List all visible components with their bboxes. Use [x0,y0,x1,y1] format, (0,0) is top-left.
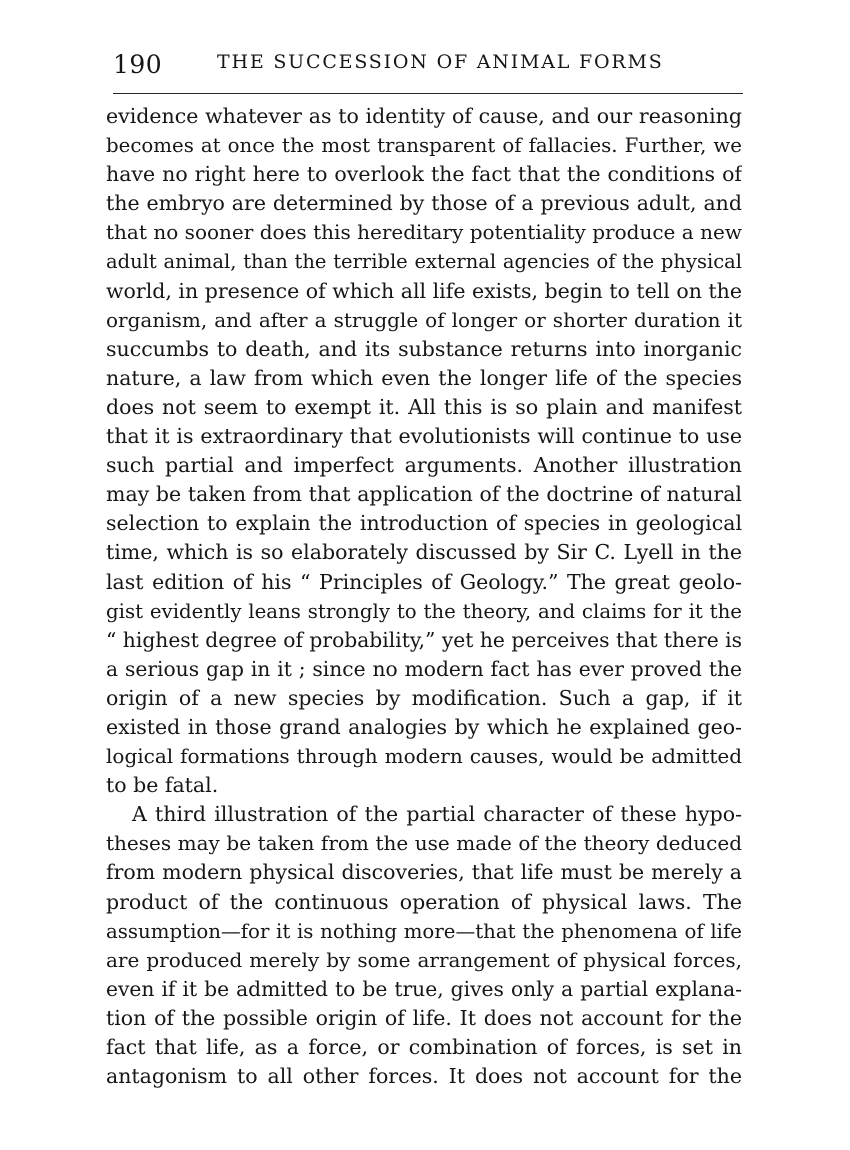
text-line: that it is extraordinary that evolutionists will continue to use [106,424,742,449]
text-line: product of the continuous operation of physical laws. The [106,889,742,914]
text-line: succumbs to death, and its substance returns into inorganic [106,336,742,361]
text-line: fact that life, as a force, or combination of forces, is set in [106,1035,742,1059]
text-line: tion of the possible origin of life. It does not account for the [106,1005,742,1030]
text-line: such partial and imperfect arguments. Another illustration [106,453,742,478]
text-line: adult animal, than the terrible external agencies of the physical [106,250,742,274]
text-line: even if it be admitted to be true, gives only a partial explana- [106,976,742,1001]
page-number: 190 [113,50,163,79]
text-line: logical formations through modern causes, would be admitted [106,744,742,769]
text-line: from modern physical discoveries, that life must be merely a [106,860,742,885]
text-line: last edition of his “ Principles of Geology.” The great geolo- [106,569,742,594]
text-line: “ highest degree of probability,” yet he perceives that there is [106,627,742,652]
running-head [113,42,743,82]
text-line: may be taken from that application of the doctrine of natural [106,482,742,507]
text-line: theses may be taken from the use made of the theory deduced [106,831,742,856]
text-line: existed in those grand analogies by which he explained geo- [106,714,742,739]
text-line: selection to explain the introduction of species in geological [106,511,742,536]
text-line: time, which is so elaborately discussed by Sir C. Lyell in the [106,540,742,565]
text-line: nature, a law from which even the longer life of the species [106,365,742,390]
text-line: that no sooner does this hereditary potentiality produce a new [106,220,742,245]
text-line: antagonism to all other forces. It does not account for the [106,1064,742,1089]
running-title: THE SUCCESSION OF ANIMAL FORMS [217,51,664,73]
text-line: have no right here to overlook the fact that the conditions of [106,162,742,187]
text-line: world, in presence of which all life exists, begin to tell on the [106,278,742,303]
paragraph-start-line: A third illustration of the partial character of these hypo- [132,802,742,827]
text-line: evidence whatever as to identity of cause, and our reasoning [106,104,742,128]
text-line: becomes at once the most transparent of fallacies. Further, we [106,134,742,158]
text-line: assumption—for it is nothing more—that the phenomena of life [106,919,742,943]
text-line: origin of a new species by modification. Such a gap, if it [106,685,742,710]
header-rule [113,93,743,94]
text-line: gist evidently leans strongly to the theory, and claims for it the [106,599,742,623]
text-line: are produced merely by some arrangement of physical forces, [106,947,742,972]
text-line: a serious gap in it ; since no modern fact has ever proved the [106,656,742,681]
body-text [106,102,742,1091]
text-line: organism, and after a struggle of longer or shorter duration it [106,307,742,332]
text-line: the embryo are determined by those of a previous adult, and [106,191,742,216]
text-line: does not seem to exempt it. All this is so plain and manifest [106,394,742,419]
paragraph-end-line: to be fatal. [106,773,219,798]
